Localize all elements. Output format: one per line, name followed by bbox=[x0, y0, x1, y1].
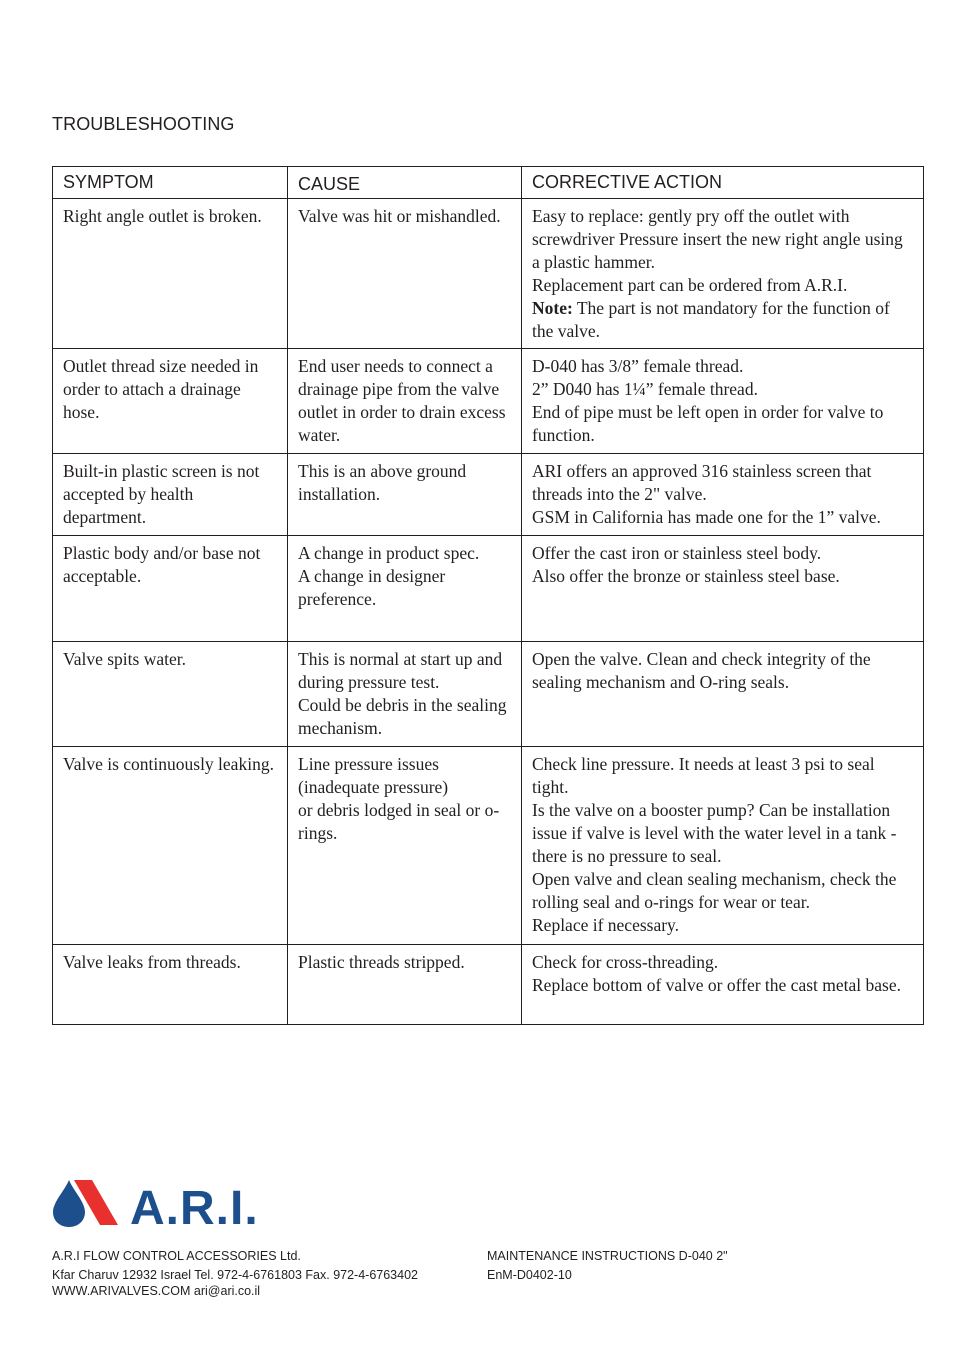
action-line: 2” D040 has 1¼” female thread. bbox=[532, 379, 758, 399]
footer-doc-code: EnM-D0402-10 bbox=[487, 1268, 572, 1282]
symptom-cell: Valve leaks from threads. bbox=[53, 945, 288, 1025]
action-line: D-040 has 3/8” female thread. bbox=[532, 356, 744, 376]
action-line: End of pipe must be left open in order for valve to function. bbox=[532, 402, 884, 445]
action-line: Is the valve on a booster pump? Can be installation issue if valve is level with the water level in a tank - there is no pressure to seal. bbox=[532, 800, 897, 866]
action-line: Check line pressure. It needs at least 3 psi to seal tight. bbox=[532, 754, 875, 797]
footer-company: A.R.I FLOW CONTROL ACCESSORIES Ltd. bbox=[52, 1249, 301, 1263]
footer-doc-title: MAINTENANCE INSTRUCTIONS D-040 2" bbox=[487, 1249, 728, 1263]
action-cell bbox=[522, 454, 924, 536]
note-text: The part is not mandatory for the function of the valve. bbox=[532, 298, 890, 341]
action-line: Check for cross-threading. bbox=[532, 952, 719, 972]
section-title: TROUBLESHOOTING bbox=[52, 114, 235, 134]
action-line: Also offer the bronze or stainless steel base. bbox=[532, 566, 840, 586]
note-label: Note: bbox=[532, 298, 573, 318]
ari-logo bbox=[52, 1178, 277, 1228]
cause-cell: This is an above ground installation. bbox=[288, 454, 522, 536]
action-line: ARI offers an approved 316 stainless screen that threads into the 2" valve. bbox=[532, 461, 872, 504]
cause-line: Could be debris in the sealing mechanism. bbox=[298, 695, 507, 738]
table-row bbox=[53, 454, 924, 536]
action-line: Replace if necessary. bbox=[532, 915, 680, 935]
table-row bbox=[53, 199, 924, 349]
cause-line: This is normal at start up and during pressure test. bbox=[298, 649, 503, 692]
table-row bbox=[53, 349, 924, 454]
footer-web: WWW.ARIVALVES.COM ari@ari.co.il bbox=[52, 1284, 261, 1298]
note-line bbox=[532, 297, 913, 343]
action-line: Offer the cast iron or stainless steel body. bbox=[532, 543, 822, 563]
cause-line: A change in designer preference. bbox=[298, 566, 446, 609]
symptom-cell: Valve is continuously leaking. bbox=[53, 747, 288, 945]
action-line: Replace bottom of valve or offer the cast metal base. bbox=[532, 975, 901, 995]
cause-cell bbox=[288, 747, 522, 945]
action-cell bbox=[522, 349, 924, 454]
cause-cell: Plastic threads stripped. bbox=[288, 945, 522, 1025]
troubleshooting-table bbox=[52, 166, 924, 1025]
table-row bbox=[53, 945, 924, 1025]
header-corrective-action: CORRECTIVE ACTION bbox=[522, 167, 924, 199]
action-line: Open the valve. Clean and check integrity of the sealing mechanism and O-ring seals. bbox=[532, 649, 871, 692]
footer-document-info bbox=[487, 1248, 728, 1286]
symptom-cell: Valve spits water. bbox=[53, 642, 288, 747]
symptom-cell: Built-in plastic screen is not accepted by health department. bbox=[53, 454, 288, 536]
action-line: Easy to replace: gently pry off the outlet with screwdriver Pressure insert the new right angle using a plastic hammer. bbox=[532, 206, 903, 272]
symptom-cell: Plastic body and/or base not acceptable. bbox=[53, 536, 288, 642]
cause-line: Line pressure issues (inadequate pressure) bbox=[298, 754, 449, 797]
action-cell bbox=[522, 642, 924, 747]
logo-text: A.R.I. bbox=[130, 1182, 259, 1228]
cause-line: or debris lodged in seal or o-rings. bbox=[298, 800, 500, 843]
cause-cell bbox=[288, 642, 522, 747]
header-cause: CAUSE bbox=[288, 167, 522, 199]
cause-cell bbox=[288, 536, 522, 642]
action-line: GSM in California has made one for the 1” valve. bbox=[532, 507, 881, 527]
header-symptom: SYMPTOM bbox=[53, 167, 288, 199]
cause-cell: End user needs to connect a drainage pipe from the valve outlet in order to drain excess water. bbox=[288, 349, 522, 454]
action-cell bbox=[522, 945, 924, 1025]
symptom-cell: Outlet thread size needed in order to attach a drainage hose. bbox=[53, 349, 288, 454]
symptom-cell: Right angle outlet is broken. bbox=[53, 199, 288, 349]
cause-line: A change in product spec. bbox=[298, 543, 480, 563]
footer-company-info bbox=[52, 1248, 418, 1302]
action-cell bbox=[522, 536, 924, 642]
table-row bbox=[53, 747, 924, 945]
action-line: Replacement part can be ordered from A.R.I. bbox=[532, 275, 848, 295]
table-row bbox=[53, 642, 924, 747]
action-cell bbox=[522, 199, 924, 349]
footer-address: Kfar Charuv 12932 Israel Tel. 972-4-6761803 Fax. 972-4-6763402 bbox=[52, 1268, 418, 1282]
cause-cell: Valve was hit or mishandled. bbox=[288, 199, 522, 349]
action-cell bbox=[522, 747, 924, 945]
table-header-row bbox=[53, 167, 924, 199]
table-row bbox=[53, 536, 924, 642]
action-line: Open valve and clean sealing mechanism, check the rolling seal and o-rings for wear or tear. bbox=[532, 869, 897, 912]
